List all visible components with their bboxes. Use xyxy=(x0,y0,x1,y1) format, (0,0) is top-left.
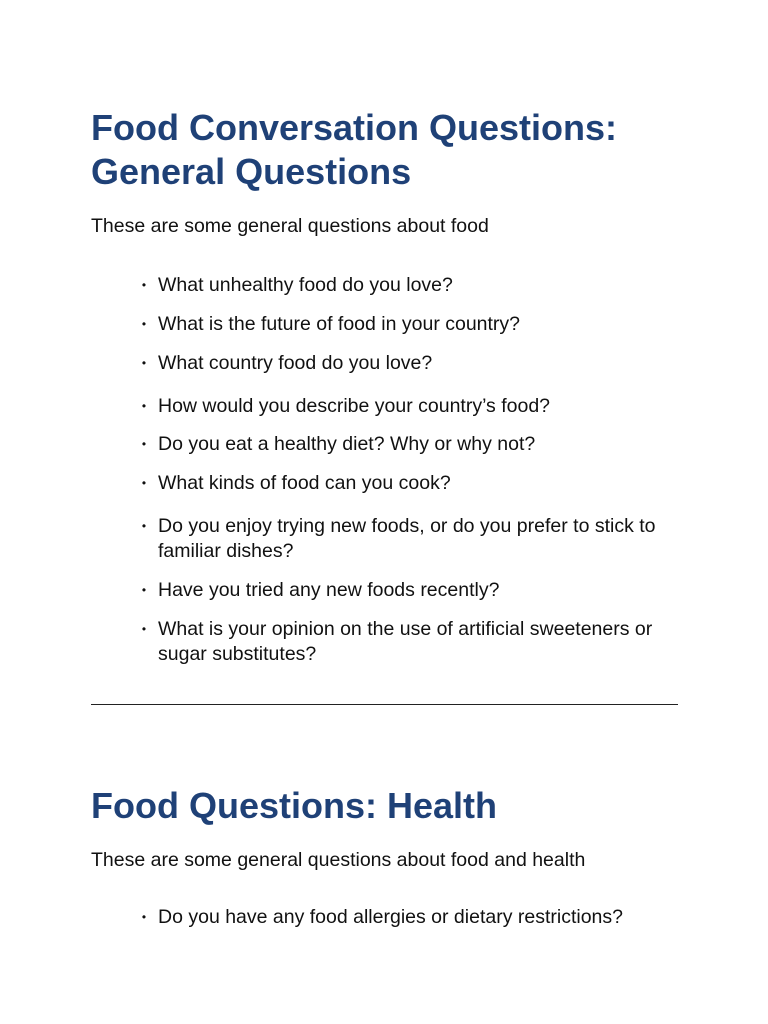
question-text: What is your opinion on the use of artificial sweeteners or sugar substitutes? xyxy=(158,618,653,665)
bullet-icon: • xyxy=(141,910,147,924)
section-heading-health: Food Questions: Health xyxy=(91,785,498,826)
question-text: Do you have any food allergies or dietary restrictions? xyxy=(158,906,623,928)
section-heading-general xyxy=(91,106,617,194)
question-text: Have you tried any new foods recently? xyxy=(158,579,500,601)
bullet-icon: • xyxy=(141,399,147,413)
heading-line-1: Food Conversation Questions: xyxy=(91,107,618,148)
section-intro-general: These are some general questions about food xyxy=(91,215,489,237)
question-text: What is the future of food in your country? xyxy=(158,313,521,335)
question-text: What kinds of food can you cook? xyxy=(158,472,451,494)
bullet-icon: • xyxy=(141,476,147,490)
question-text: Do you eat a healthy diet? Why or why not? xyxy=(158,433,536,455)
question-text: What unhealthy food do you love? xyxy=(158,274,453,296)
heading-line-2: General Questions xyxy=(91,151,412,192)
bullet-icon: • xyxy=(141,519,147,533)
section-intro-health: These are some general questions about food and health xyxy=(91,849,586,871)
question-text: What country food do you love? xyxy=(158,352,433,374)
bullet-icon: • xyxy=(141,622,147,636)
bullet-icon: • xyxy=(141,356,147,370)
bullet-icon: • xyxy=(141,583,147,597)
question-text: How would you describe your country’s food? xyxy=(158,395,551,417)
bullet-icon: • xyxy=(141,437,147,451)
bullet-icon: • xyxy=(141,317,147,331)
section-divider xyxy=(91,704,678,705)
question-text: Do you enjoy trying new foods, or do you prefer to stick to familiar dishes? xyxy=(158,515,656,562)
bullet-icon: • xyxy=(141,278,147,292)
